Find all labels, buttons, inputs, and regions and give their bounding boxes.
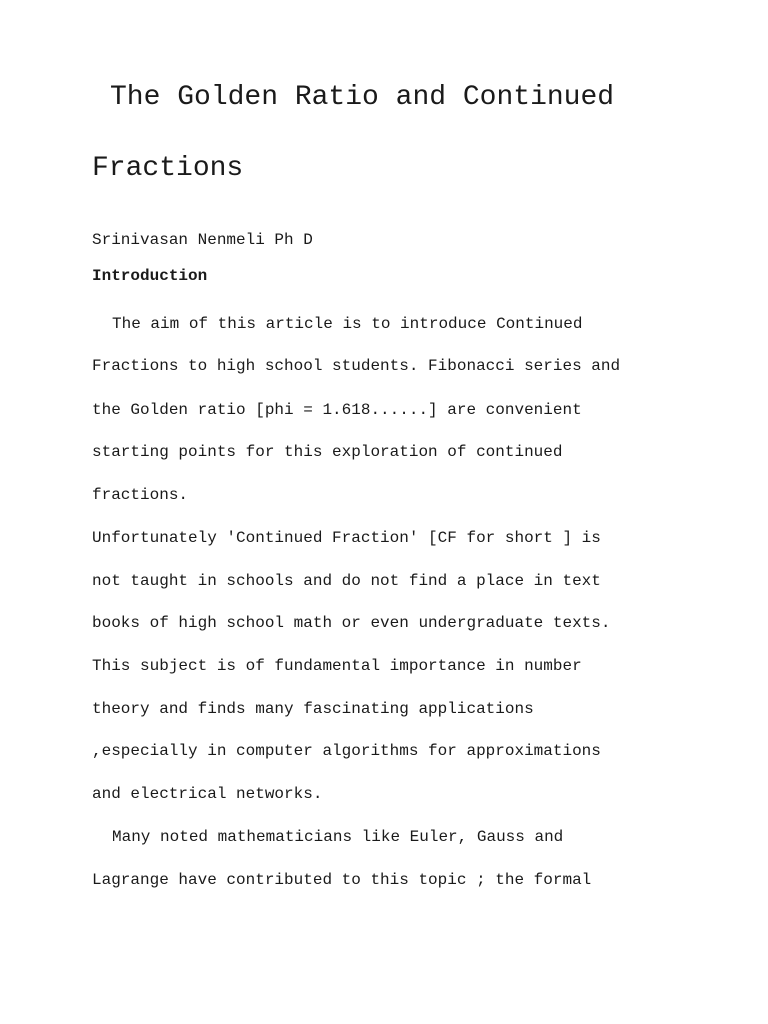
paragraph-line: theory and finds many fascinating applications <box>92 700 534 718</box>
paragraph-line: and electrical networks. <box>92 785 323 803</box>
paragraph-line: Unfortunately 'Continued Fraction' [CF for short ] is <box>92 529 601 547</box>
paragraph-line: ,especially in computer algorithms for approximations <box>92 742 601 760</box>
paragraph-line: Lagrange have contributed to this topic ; the formal <box>92 871 592 889</box>
document-title-line-2: Fractions <box>92 153 244 184</box>
section-heading: Introduction <box>92 267 208 285</box>
paragraph-line: not taught in schools and do not find a place in text <box>92 572 601 590</box>
paragraph-line: The aim of this article is to introduce Continued <box>112 315 583 333</box>
author-name: Srinivasan Nenmeli Ph D <box>92 231 313 249</box>
document-title-line-1: The Golden Ratio and Continued <box>110 82 615 113</box>
paragraph-line: Many noted mathematicians like Euler, Gauss and <box>112 828 564 846</box>
paragraph-line: books of high school math or even undergraduate texts. <box>92 614 611 632</box>
paragraph-line: Fractions to high school students. Fibonacci series and <box>92 357 621 375</box>
paragraph-line: starting points for this exploration of continued <box>92 443 563 461</box>
paragraph-line: the Golden ratio [phi = 1.618......] are convenient <box>92 401 582 419</box>
paragraph-line: fractions. <box>92 486 189 504</box>
paragraph-line: This subject is of fundamental importance in number <box>92 657 582 675</box>
